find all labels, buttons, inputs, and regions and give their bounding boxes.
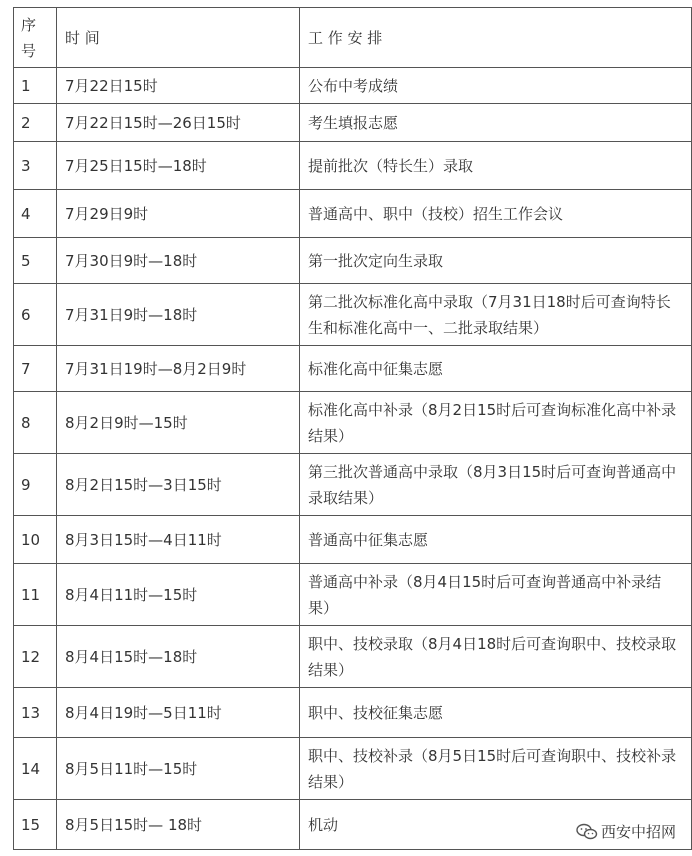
row-task: 职中、技校补录（8月5日15时后可查询职中、技校补录结果）	[300, 738, 692, 800]
table-row	[14, 68, 692, 104]
row-time: 7月31日19时—8月2日9时	[57, 346, 300, 392]
row-no: 6	[14, 284, 57, 346]
row-time: 8月5日11时—15时	[57, 738, 300, 800]
row-time: 7月22日15时—26日15时	[57, 104, 300, 142]
table-row	[14, 346, 692, 392]
header-no-line2: 号	[21, 41, 37, 60]
table-row	[14, 454, 692, 516]
row-no: 12	[14, 626, 57, 688]
table-row	[14, 190, 692, 238]
row-time: 7月29日9时	[57, 190, 300, 238]
row-no: 15	[14, 800, 57, 850]
row-time: 8月4日15时—18时	[57, 626, 300, 688]
schedule-table	[13, 7, 692, 850]
row-no: 2	[14, 104, 57, 142]
row-task: 标准化高中补录（8月2日15时后可查询标准化高中补录结果）	[300, 392, 692, 454]
row-no: 13	[14, 688, 57, 738]
row-task: 第二批次标准化高中录取（7月31日18时后可查询特长生和标准化高中一、二批录取结果）	[300, 284, 692, 346]
row-time: 8月3日15时—4日11时	[57, 516, 300, 564]
row-task: 标准化高中征集志愿	[300, 346, 692, 392]
row-no: 10	[14, 516, 57, 564]
row-time: 8月4日19时—5日11时	[57, 688, 300, 738]
row-time: 7月30日9时—18时	[57, 238, 300, 284]
table-row	[14, 516, 692, 564]
row-no: 5	[14, 238, 57, 284]
table-row	[14, 688, 692, 738]
table-row	[14, 626, 692, 688]
watermark-text: 西安中招网	[600, 823, 676, 841]
watermark	[574, 821, 678, 842]
row-no: 3	[14, 142, 57, 190]
row-no: 7	[14, 346, 57, 392]
table-row	[14, 392, 692, 454]
table-row	[14, 238, 692, 284]
row-task: 职中、技校录取（8月4日18时后可查询职中、技校录取结果）	[300, 626, 692, 688]
row-time: 7月25日15时—18时	[57, 142, 300, 190]
row-no: 14	[14, 738, 57, 800]
table-row	[14, 104, 692, 142]
table-row	[14, 738, 692, 800]
row-no: 11	[14, 564, 57, 626]
row-task: 职中、技校征集志愿	[300, 688, 692, 738]
row-task: 第一批次定向生录取	[300, 238, 692, 284]
table-row	[14, 284, 692, 346]
table-header-row	[14, 8, 692, 68]
row-task: 普通高中补录（8月4日15时后可查询普通高中补录结果）	[300, 564, 692, 626]
row-no: 8	[14, 392, 57, 454]
row-time: 7月22日15时	[57, 68, 300, 104]
row-task: 公布中考成绩	[300, 68, 692, 104]
row-task: 提前批次（特长生）录取	[300, 142, 692, 190]
row-time: 8月4日11时—15时	[57, 564, 300, 626]
row-no: 9	[14, 454, 57, 516]
header-no	[14, 8, 57, 68]
wechat-icon	[576, 823, 598, 841]
row-task: 第三批次普通高中录取（8月3日15时后可查询普通高中录取结果）	[300, 454, 692, 516]
row-task: 机动	[300, 800, 692, 850]
row-task: 普通高中、职中（技校）招生工作会议	[300, 190, 692, 238]
row-time: 7月31日9时—18时	[57, 284, 300, 346]
table-row	[14, 142, 692, 190]
row-time: 8月5日15时— 18时	[57, 800, 300, 850]
row-no: 1	[14, 68, 57, 104]
header-time: 时 间	[57, 8, 300, 68]
table-row	[14, 564, 692, 626]
row-no: 4	[14, 190, 57, 238]
row-task: 考生填报志愿	[300, 104, 692, 142]
row-task: 普通高中征集志愿	[300, 516, 692, 564]
row-time: 8月2日9时—15时	[57, 392, 300, 454]
header-no-line1: 序	[21, 15, 37, 34]
row-time: 8月2日15时—3日15时	[57, 454, 300, 516]
header-task: 工 作 安 排	[300, 8, 692, 68]
